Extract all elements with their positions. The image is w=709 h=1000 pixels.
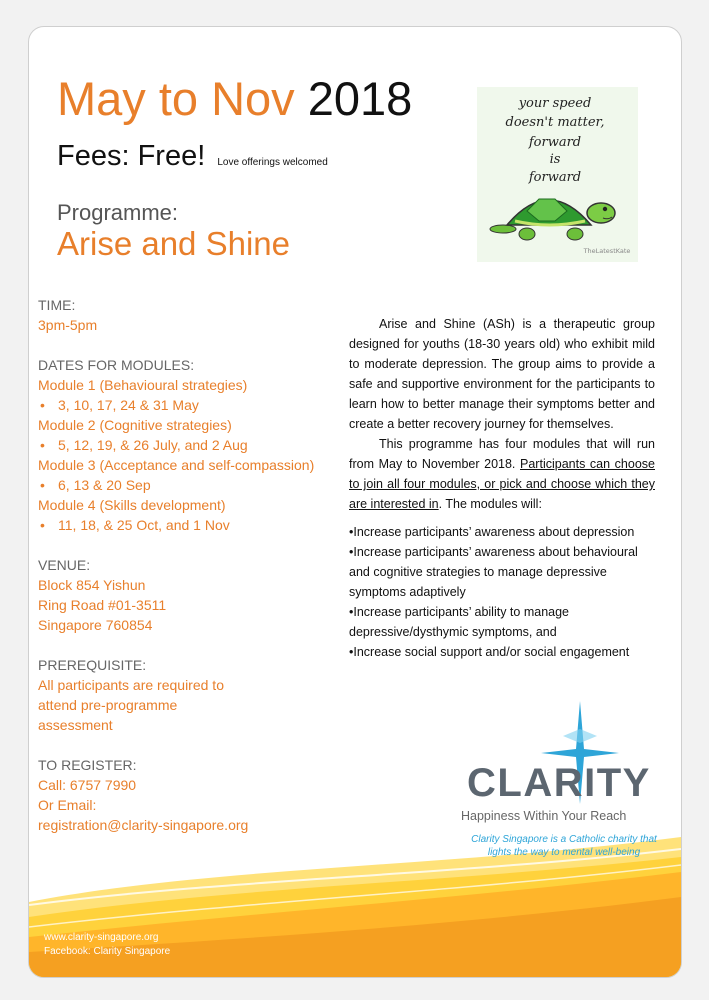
module-4-dates: • 11, 18, & 25 Oct, and 1 Nov — [38, 515, 368, 535]
time-heading: TIME: — [38, 297, 76, 313]
prereq-line-1: All participants are required to — [38, 677, 224, 693]
fees-label: Fees: Free! — [57, 140, 206, 172]
module-1-dates: • 3, 10, 17, 24 & 31 May — [38, 395, 368, 415]
para2-underlined: Participants can choose to join all four modules, or pick and choose which they are interested in — [349, 457, 655, 511]
handwritten-line-3: forward — [528, 135, 582, 150]
title-year: 2018 — [307, 72, 413, 125]
module-4-name: Module 4 (Skills development) — [38, 497, 226, 513]
turtle-icon — [490, 199, 615, 240]
handwritten-line-2: doesn't matter, — [505, 115, 605, 130]
objective-item: •Increase social support and/or social engagement — [349, 645, 630, 659]
logo-tagline: Happiness Within Your Reach — [461, 809, 627, 823]
programme-name: Arise and Shine — [57, 225, 290, 262]
details-column — [38, 295, 368, 835]
clarity-logo — [459, 699, 659, 869]
fees-line — [57, 140, 328, 173]
fees-note: Love offerings welcomed — [217, 157, 328, 168]
page-title — [57, 72, 413, 125]
programme-label: Programme: — [57, 200, 179, 225]
module-2-dates: • 5, 12, 19, & 26 July, and 2 Aug — [38, 435, 368, 455]
turtle-drawing — [477, 87, 638, 262]
register-heading: TO REGISTER: — [38, 757, 137, 773]
prereq-line-2: attend pre-programme — [38, 697, 178, 713]
description-column — [349, 314, 655, 662]
objectives-list — [349, 522, 655, 662]
venue-line-1: Block 854 Yishun — [38, 577, 146, 593]
module-3-dates: • 6, 13 & 20 Sep — [38, 475, 368, 495]
flyer-page — [28, 26, 682, 978]
dates-heading: DATES FOR MODULES: — [38, 357, 195, 373]
footer-facebook: Facebook: Clarity Singapore — [44, 946, 171, 957]
objective-item: •Increase participants’ ability to manage depressive/dysthymic symptoms, and — [349, 605, 570, 639]
turtle-illustration — [477, 87, 638, 262]
time-value: 3pm-5pm — [38, 317, 98, 333]
para2-start: This programme has four modules that will run from May to November 2018. — [349, 437, 655, 471]
title-months: May to Nov — [57, 72, 295, 125]
description-paragraph-2 — [349, 434, 655, 514]
footer-contact — [44, 931, 170, 959]
register-email-link[interactable]: registration@clarity-singapore.org — [38, 817, 249, 833]
description-paragraph-1: Arise and Shine (ASh) is a therapeutic group designed for youths (18-30 years old) who exhibit mild to moderate depression. The group aims to provide a safe and supportive environment for the participants to learn how to better manage their symptoms better and create a better recovery journey for themselves. — [349, 317, 655, 431]
objective-item: •Increase participants’ awareness about behavioural and cognitive strategies to manage depressive symptoms adaptively — [349, 545, 638, 599]
para2-end: . The modules will: — [438, 497, 542, 511]
prereq-line-3: assessment — [38, 717, 113, 733]
handwritten-line-1: your speed — [518, 96, 592, 111]
objective-item: •Increase participants’ awareness about depression — [349, 525, 635, 539]
handwritten-line-4: is — [549, 152, 561, 167]
prereq-heading: PREREQUISITE: — [38, 657, 147, 673]
handwritten-line-5: forward — [528, 170, 582, 185]
register-phone: Call: 6757 7990 — [38, 777, 137, 793]
venue-line-3: Singapore 760854 — [38, 617, 153, 633]
module-2-name: Module 2 (Cognitive strategies) — [38, 417, 232, 433]
illustration-signature: TheLatestKate — [583, 247, 631, 255]
venue-heading: VENUE: — [38, 557, 91, 573]
logo-wordmark: CLARITY — [467, 761, 651, 805]
module-1-name: Module 1 (Behavioural strategies) — [38, 377, 248, 393]
logo-description: Clarity Singapore is a Catholic charity that lights the way to mental well-being — [471, 834, 657, 858]
footer-website-link[interactable]: www.clarity-singapore.org — [44, 932, 159, 943]
venue-line-2: Ring Road #01-3511 — [38, 597, 167, 613]
module-3-name: Module 3 (Acceptance and self-compassion) — [38, 457, 315, 473]
register-or-email: Or Email: — [38, 797, 97, 813]
